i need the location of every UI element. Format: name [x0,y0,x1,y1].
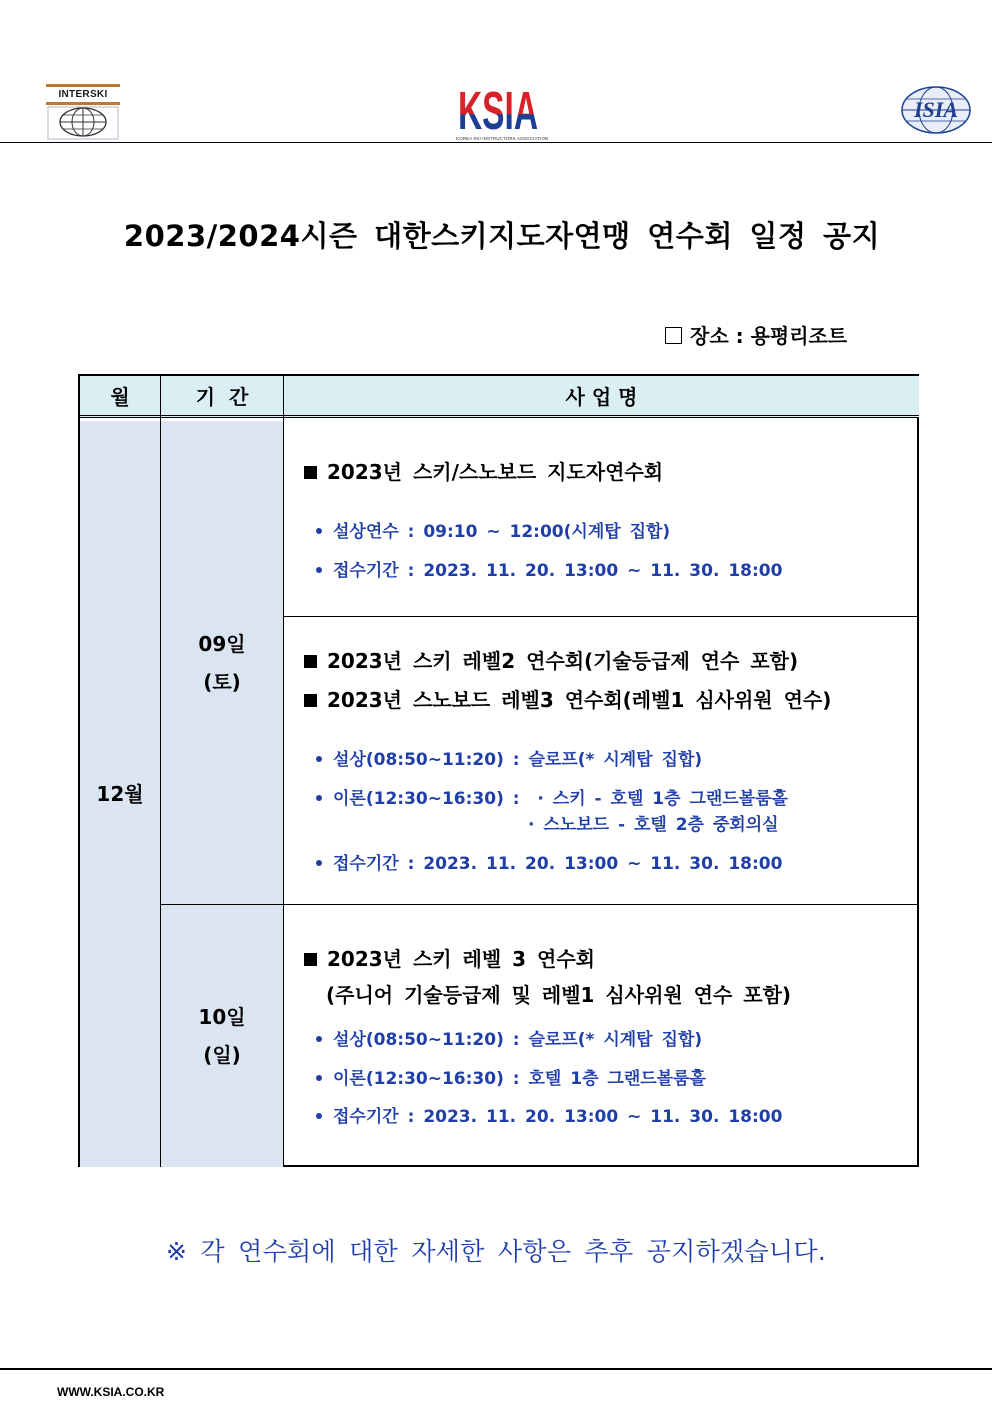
date-day: 09일 [198,631,246,656]
program-section-1 [284,421,919,616]
program-section-3 [284,905,919,1167]
header-program: 사 업 명 [284,376,919,418]
program-detail: 접수기간 : 2023. 11. 20. 13:00 ~ 11. 30. 18:00 [316,849,782,874]
program-detail: 이론(12:30~16:30) : 호텔 1층 그랜드볼룸홀 [316,1064,706,1089]
date-weekday: (일) [203,1043,241,1067]
square-bullet-icon [304,466,317,479]
program-title: 2023년 스키 레벨 3 연수회 [304,943,595,972]
ksia-logo-subtext: KOREA SKI INSTRUCTORS ASSOCIATION [456,136,549,141]
ksia-logo [456,83,549,145]
notice-text: ※ 각 연수회에 대한 자세한 사항은 추후 공지하겠습니다. [165,1237,827,1266]
logo-bar-top [46,84,120,87]
interski-logo [46,84,120,140]
square-bullet-icon [304,953,317,966]
program-title: 2023년 스키/스노보드 지도자연수회 [304,456,663,485]
program-detail: 설상(08:50~11:20) : 슬로프(* 시계탑 집합) [316,745,702,770]
program-detail: 이론(12:30~16:30) : · 스키 - 호텔 1층 그랜드볼룸홀 [316,784,788,809]
isia-logo-text: ISIA [913,97,959,122]
bullet-icon [316,1075,322,1081]
venue-line [665,320,847,349]
program-title: 2023년 스키 레벨2 연수회(기술등급제 연수 포함) [304,645,798,674]
globe-icon [46,106,120,140]
checkbox-icon [665,327,682,344]
program-detail: 설상(08:50~11:20) : 슬로프(* 시계탑 집합) [316,1025,702,1050]
interski-logo-text: INTERSKI [58,89,108,100]
schedule-table [78,374,919,1167]
program-section-2 [284,617,919,904]
header-period: 기 간 [161,376,283,418]
program-detail-continuation: · 스노보드 - 호텔 2층 중회의실 [528,815,779,835]
page-header [0,0,992,146]
footer-url: WWW.KSIA.CO.KR [57,1385,165,1399]
date-cell-2 [161,905,283,1167]
program-detail: 설상연수 : 09:10 ~ 12:00(시계탑 집합) [316,517,670,542]
ksia-logo-mark [456,83,540,135]
date-day: 10일 [198,1005,246,1029]
bullet-icon [316,1113,322,1119]
header-divider [0,142,992,143]
bullet-icon [316,860,322,866]
isia-logo [898,84,974,136]
isia-emblem-icon [898,84,974,136]
header-month: 월 [80,376,160,418]
logo-bar-mid [46,102,120,105]
program-detail: 접수기간 : 2023. 11. 20. 13:00 ~ 11. 30. 18:00 [316,556,782,581]
program-title-continuation: (주니어 기술등급제 및 레벨1 심사위원 연수 포함) [326,983,792,1007]
date-cell-1 [161,421,283,904]
bullet-icon [316,567,322,573]
program-title: 2023년 스노보드 레벨3 연수회(레벨1 심사위원 연수) [304,684,831,713]
program-column [284,421,919,1167]
program-detail: 접수기간 : 2023. 11. 20. 13:00 ~ 11. 30. 18:00 [316,1102,782,1127]
ksia-logo-letters: KSIA [458,83,538,135]
month-label: 12월 [96,782,144,806]
bullet-icon [316,528,322,534]
bullet-icon [316,795,322,801]
square-bullet-icon [304,655,317,668]
date-weekday: (토) [203,669,241,694]
bullet-icon [316,1036,322,1042]
bullet-icon [316,756,322,762]
month-cell [80,421,160,1167]
footer-divider [0,1368,992,1370]
venue-text: 장소 : 용평리조트 [690,324,848,348]
square-bullet-icon [304,694,317,707]
page-title: 2023/2024시즌 대한스키지도자연맹 연수회 일정 공지 [123,219,881,253]
